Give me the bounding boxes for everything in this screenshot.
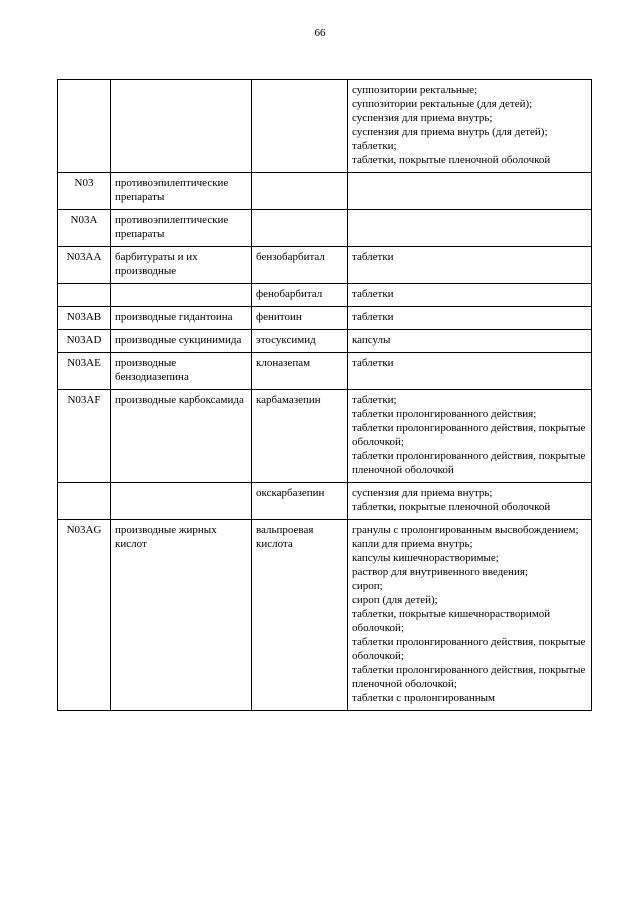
group-cell [111,284,252,307]
group-cell: производные гидантоина [111,307,252,330]
dosage-form-line: суспензия для приема внутрь; [352,112,493,124]
table-row [58,520,592,711]
dosage-forms-cell [348,353,592,390]
substance-cell [252,80,348,173]
substance-cell: бензобарбитал [252,247,348,284]
dosage-form-line: капли для приема внутрь; [352,538,473,550]
dosage-form-line: таблетки пролонгированного действия, покрытые оболочкой; [352,636,586,662]
atc-code-cell: N03AE [58,353,111,390]
group-cell: противоэпилептические препараты [111,210,252,247]
dosage-form-line: таблетки пролонгированного действия, покрытые пленочной оболочкой [352,450,586,476]
dosage-form-line: капсулы кишечнорастворимые; [352,552,499,564]
group-cell: производные жирных кислот [111,520,252,711]
dosage-form-line: суппозитории ректальные; [352,84,478,96]
atc-code-cell: N03AG [58,520,111,711]
group-cell: барбитураты и их производные [111,247,252,284]
substance-cell [252,173,348,210]
dosage-form-line: капсулы [352,334,391,346]
table-row [58,284,592,307]
table-row [58,330,592,353]
dosage-forms-cell [348,247,592,284]
dosage-form-line: таблетки; [352,394,397,406]
dosage-form-line: таблетки [352,357,394,369]
drug-table [57,79,592,711]
group-cell: производные бензодиазепина [111,353,252,390]
dosage-form-line: таблетки, покрытые пленочной оболочкой [352,501,551,513]
substance-cell: вальпроевая кислота [252,520,348,711]
atc-code-cell: N03AA [58,247,111,284]
substance-cell: этосуксимид [252,330,348,353]
group-cell: производные сукцинимида [111,330,252,353]
dosage-form-line: суппозитории ректальные (для детей); [352,98,533,110]
dosage-form-line: таблетки [352,311,394,323]
atc-code-cell: N03 [58,173,111,210]
table-row [58,173,592,210]
substance-cell: окскарбазепин [252,483,348,520]
group-cell: противоэпилептические препараты [111,173,252,210]
dosage-form-line: таблетки [352,288,394,300]
substance-cell: фенобарбитал [252,284,348,307]
group-cell [111,80,252,173]
dosage-form-line: таблетки, покрытые пленочной оболочкой [352,154,551,166]
dosage-form-line: таблетки, покрытые кишечнорастворимой оболочкой; [352,608,551,634]
atc-code-cell [58,284,111,307]
substance-cell: клоназепам [252,353,348,390]
dosage-form-line: суспензия для приема внутрь; [352,487,493,499]
dosage-forms-cell [348,210,592,247]
dosage-forms-cell [348,520,592,711]
table-row [58,307,592,330]
dosage-forms-cell [348,483,592,520]
dosage-forms-cell [348,307,592,330]
substance-cell: карбамазепин [252,390,348,483]
dosage-form-line: сироп (для детей); [352,594,438,606]
atc-code-cell: N03AF [58,390,111,483]
substance-cell [252,210,348,247]
dosage-forms-cell [348,173,592,210]
dosage-form-line: сироп; [352,580,383,592]
atc-code-cell: N03A [58,210,111,247]
substance-cell: фенитоин [252,307,348,330]
page-number: 66 [314,27,326,39]
dosage-forms-cell [348,80,592,173]
dosage-forms-cell [348,330,592,353]
table-row [58,210,592,247]
atc-code-cell: N03AB [58,307,111,330]
atc-code-cell: N03AD [58,330,111,353]
dosage-form-line: таблетки [352,251,394,263]
dosage-form-line: таблетки пролонгированного действия, покрытые оболочкой; [352,422,586,448]
group-cell [111,483,252,520]
group-cell: производные карбоксамида [111,390,252,483]
atc-code-cell [58,80,111,173]
table-row [58,390,592,483]
dosage-form-line: суспензия для приема внутрь (для детей); [352,126,548,138]
dosage-form-line: таблетки пролонгированного действия; [352,408,537,420]
table-row [58,483,592,520]
dosage-form-line: гранулы с пролонгированным высвобождением; [352,524,579,536]
dosage-forms-cell [348,284,592,307]
dosage-forms-cell [348,390,592,483]
dosage-form-line: таблетки пролонгированного действия, покрытые пленочной оболочкой; [352,664,586,690]
table-row [58,80,592,173]
dosage-form-line: таблетки; [352,140,397,152]
atc-code-cell [58,483,111,520]
dosage-form-line: раствор для внутривенного введения; [352,566,528,578]
table-row [58,247,592,284]
table-row [58,353,592,390]
dosage-form-line: таблетки с пролонгированным [352,692,496,704]
